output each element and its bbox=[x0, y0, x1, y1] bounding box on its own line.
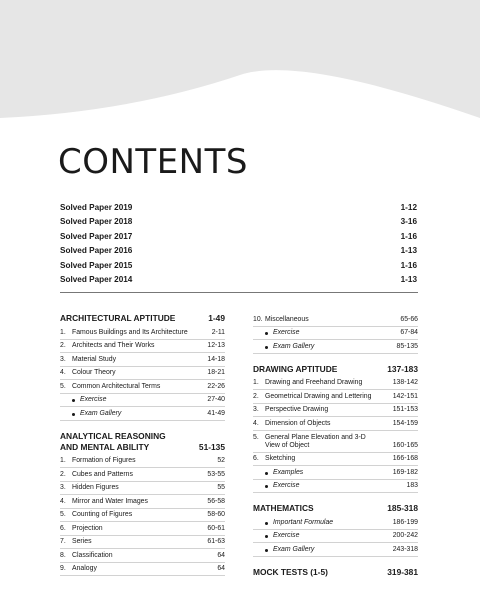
bullet-icon bbox=[72, 413, 75, 416]
toc-subitem[interactable]: Exercise 183 bbox=[253, 480, 418, 494]
toc-item[interactable]: 3. Hidden Figures 55 bbox=[60, 482, 225, 496]
bullet-icon bbox=[265, 522, 268, 525]
toc-left-column bbox=[60, 313, 225, 576]
toc-item[interactable]: 5. General Plane Elevation and 3-D View of Object 160-165 bbox=[253, 431, 418, 453]
solved-paper-row[interactable]: Solved Paper 2018 3-16 bbox=[60, 217, 417, 227]
section-divider bbox=[60, 292, 418, 293]
bullet-icon bbox=[265, 472, 268, 475]
page-title: CONTENTS bbox=[58, 142, 248, 182]
toc-item[interactable]: 9. Analogy 64 bbox=[60, 563, 225, 577]
toc-subitem[interactable]: Important Formulae 186-199 bbox=[253, 516, 418, 530]
bullet-icon bbox=[72, 399, 75, 402]
toc-item[interactable]: 8. Classification 64 bbox=[60, 549, 225, 563]
toc-item[interactable]: 3. Material Study 14-18 bbox=[60, 353, 225, 367]
toc-subitem[interactable]: Exam Gallery 41-49 bbox=[60, 407, 225, 421]
section-heading-mock-tests[interactable]: MOCK TESTS (1-5) 319-381 bbox=[253, 566, 418, 577]
toc-item[interactable]: 6. Sketching 166-168 bbox=[253, 453, 418, 467]
toc-item[interactable]: 10. Miscellaneous 65-66 bbox=[253, 313, 418, 327]
toc-item[interactable]: 5. Common Architectural Terms 22-26 bbox=[60, 380, 225, 394]
toc-item[interactable]: 4. Mirror and Water Images 56-58 bbox=[60, 495, 225, 509]
solved-paper-row[interactable]: Solved Paper 2014 1-13 bbox=[60, 275, 417, 285]
toc-subitem[interactable]: Examples 169-182 bbox=[253, 466, 418, 480]
toc-item[interactable]: 3. Perspective Drawing 151-153 bbox=[253, 404, 418, 418]
toc-item[interactable]: 7. Series 61-63 bbox=[60, 536, 225, 550]
toc-item[interactable]: 1. Famous Buildings and Its Architecture 2-11 bbox=[60, 326, 225, 340]
bullet-icon bbox=[265, 332, 268, 335]
toc-item[interactable]: 4. Colour Theory 18-21 bbox=[60, 367, 225, 381]
toc-item[interactable]: 2. Cubes and Patterns 53-55 bbox=[60, 468, 225, 482]
toc-item[interactable]: 5. Counting of Figures 58-60 bbox=[60, 509, 225, 523]
section-heading-analytical-reasoning[interactable]: ANALYTICAL REASONING AND MENTAL ABILITY 51-135 bbox=[60, 430, 225, 452]
solved-paper-row[interactable]: Solved Paper 2016 1-13 bbox=[60, 246, 417, 256]
toc-right-column bbox=[253, 313, 418, 580]
toc-item[interactable]: 4. Dimension of Objects 154-159 bbox=[253, 417, 418, 431]
section-heading-mathematics[interactable]: MATHEMATICS 185-318 bbox=[253, 503, 418, 513]
toc-item[interactable]: 2. Geometrical Drawing and Lettering 142-151 bbox=[253, 390, 418, 404]
toc-item[interactable]: 1. Drawing and Freehand Drawing 138-142 bbox=[253, 377, 418, 391]
toc-item[interactable]: 2. Architects and Their Works 12-13 bbox=[60, 340, 225, 354]
toc-subitem[interactable]: Exercise 200-242 bbox=[253, 530, 418, 544]
toc-item[interactable]: 6. Projection 60-61 bbox=[60, 522, 225, 536]
bullet-icon bbox=[265, 485, 268, 488]
solved-paper-row[interactable]: Solved Paper 2017 1-16 bbox=[60, 231, 417, 241]
solved-papers-list bbox=[60, 200, 417, 287]
bullet-icon bbox=[265, 535, 268, 538]
toc-subitem[interactable]: Exam Gallery 243-318 bbox=[253, 543, 418, 557]
section-heading-drawing-aptitude[interactable]: DRAWING APTITUDE 137-183 bbox=[253, 363, 418, 374]
header-curve-background bbox=[0, 0, 480, 140]
toc-subitem[interactable]: Exercise 27-40 bbox=[60, 394, 225, 408]
toc-item[interactable]: 1. Formation of Figures 52 bbox=[60, 455, 225, 469]
solved-paper-row[interactable]: Solved Paper 2015 1-16 bbox=[60, 260, 417, 270]
section-heading-architectural-aptitude[interactable]: ARCHITECTURAL APTITUDE 1-49 bbox=[60, 313, 225, 323]
bullet-icon bbox=[265, 549, 268, 552]
toc-subitem[interactable]: Exam Gallery 85-135 bbox=[253, 340, 418, 354]
toc-subitem[interactable]: Exercise 67-84 bbox=[253, 327, 418, 341]
bullet-icon bbox=[265, 346, 268, 349]
solved-paper-row[interactable]: Solved Paper 2019 1-12 bbox=[60, 202, 417, 212]
